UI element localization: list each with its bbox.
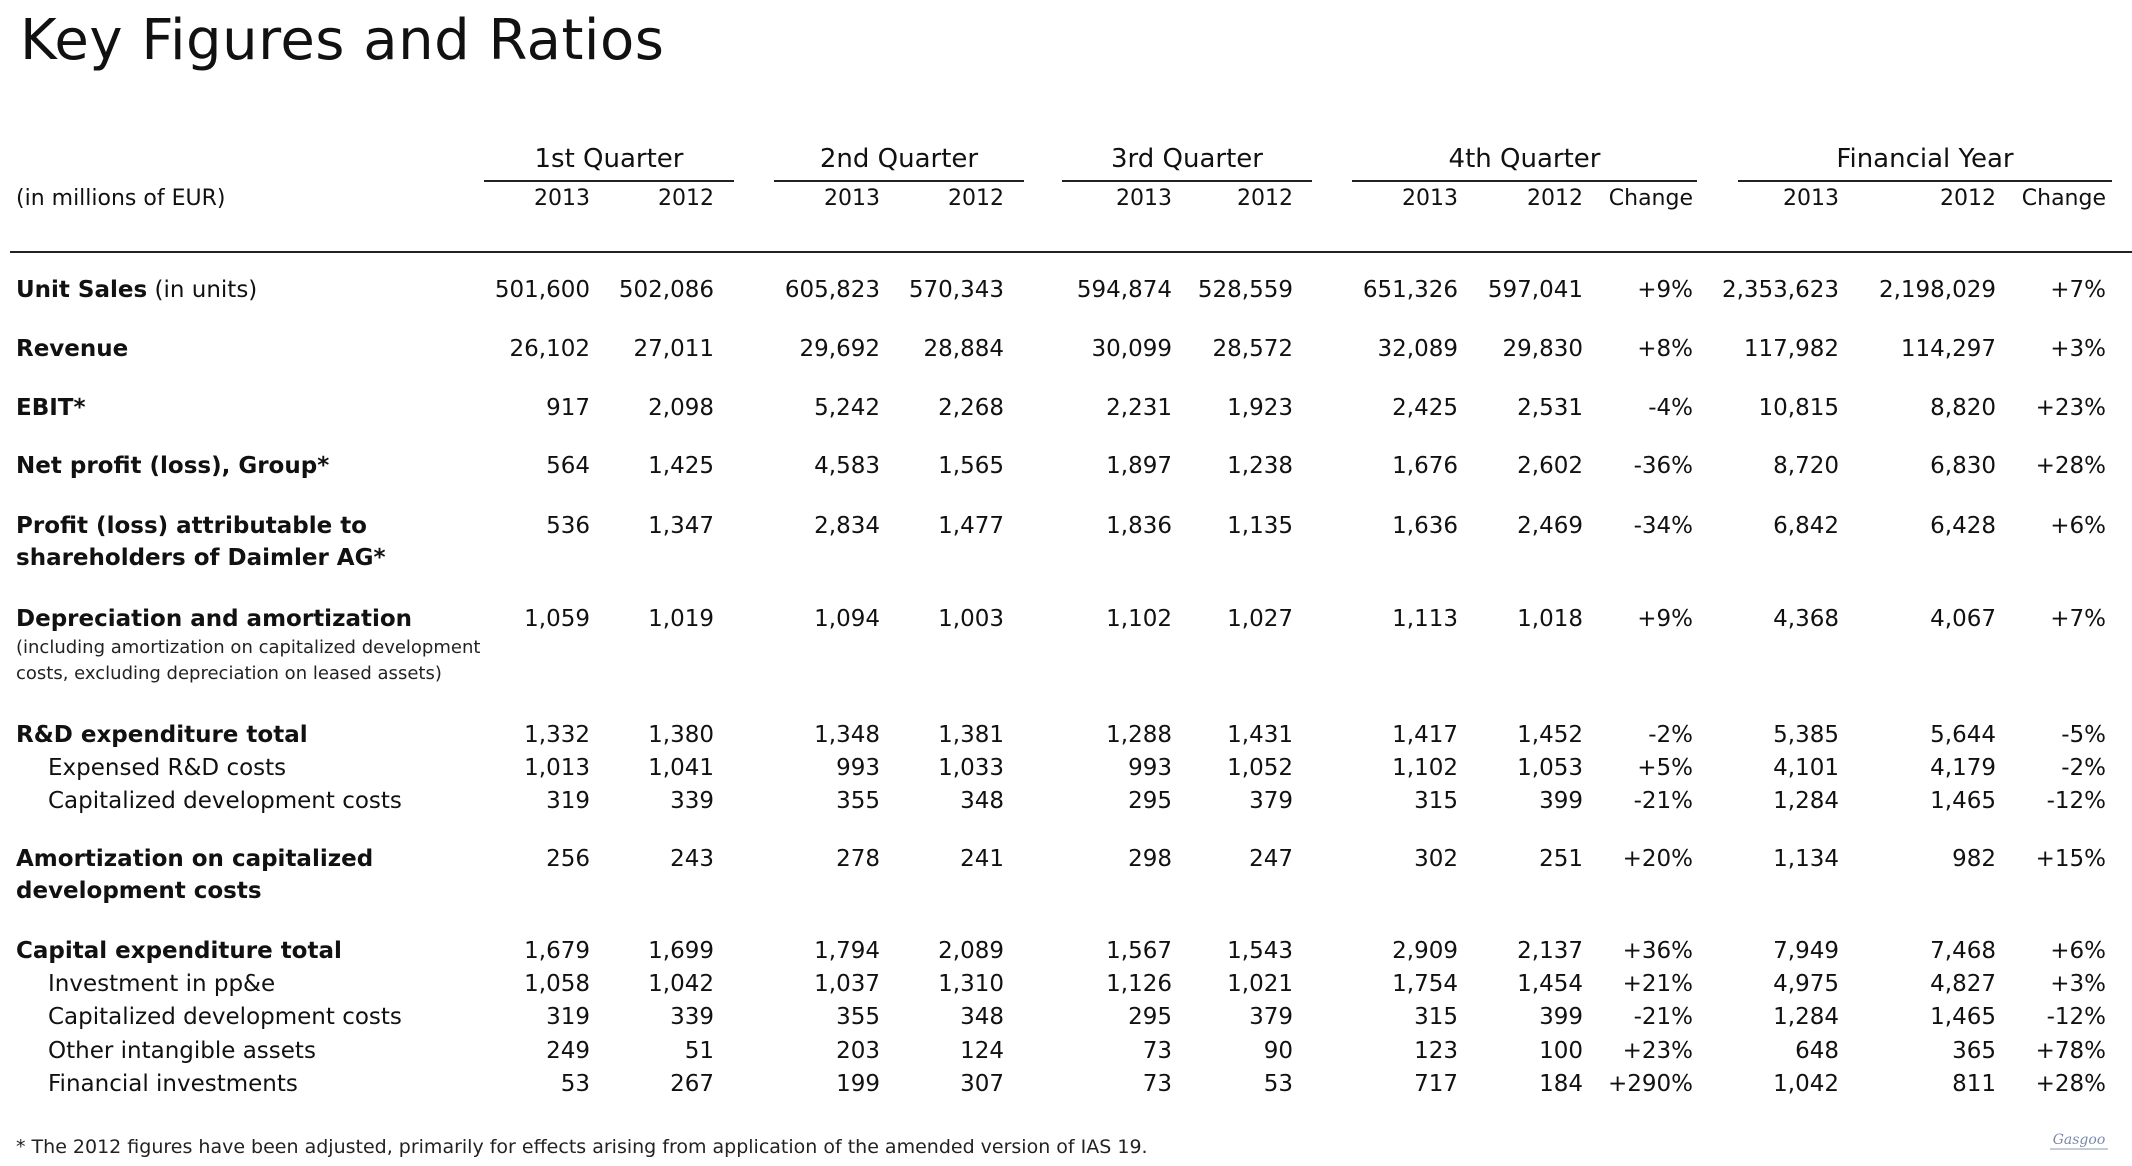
table-cell: 5,242	[814, 395, 880, 421]
table-cell: 1,454	[1517, 971, 1583, 997]
table-cell: -2%	[2061, 755, 2106, 781]
table-cell: 348	[960, 1004, 1004, 1030]
table-cell: +8%	[1637, 336, 1693, 362]
table-cell: +290%	[1607, 1071, 1693, 1097]
table-cell: 315	[1414, 788, 1458, 814]
table-cell: -21%	[1633, 1004, 1693, 1030]
table-cell: 1,565	[938, 453, 1004, 479]
table-cell: 7,468	[1930, 938, 1996, 964]
table-cell: 1,021	[1227, 971, 1293, 997]
table-cell: 2,089	[938, 938, 1004, 964]
table-cell: +5%	[1637, 755, 1693, 781]
table-cell: +7%	[2050, 606, 2106, 632]
table-cell: 1,126	[1106, 971, 1172, 997]
table-cell: +23%	[1622, 1038, 1693, 1064]
table-cell: -2%	[1648, 722, 1693, 748]
table-cell: 4,583	[814, 453, 880, 479]
table-cell: 1,042	[1773, 1071, 1839, 1097]
row-label: Investment in pp&e	[48, 971, 276, 997]
table-cell: 28,884	[923, 336, 1004, 362]
table-cell: 2,469	[1517, 513, 1583, 539]
table-cell: 10,815	[1758, 395, 1839, 421]
table-cell: 4,101	[1773, 755, 1839, 781]
row-label: Revenue	[16, 336, 129, 362]
table-cell: 651,326	[1362, 277, 1458, 303]
table-cell: 1,102	[1392, 755, 1458, 781]
table-cell: 399	[1539, 1004, 1583, 1030]
table-cell: 5,644	[1930, 722, 1996, 748]
table-cell: 28,572	[1212, 336, 1293, 362]
table-cell: 1,897	[1106, 453, 1172, 479]
table-cell: 1,567	[1106, 938, 1172, 964]
table-cell: 1,058	[524, 971, 590, 997]
row-label: EBIT*	[16, 395, 86, 421]
table-cell: 605,823	[784, 277, 880, 303]
table-cell: 570,343	[908, 277, 1004, 303]
year-column-header: 2012	[1940, 186, 1996, 211]
table-cell: 1,347	[648, 513, 714, 539]
table-cell: +3%	[2050, 336, 2106, 362]
table-cell: 2,425	[1392, 395, 1458, 421]
year-column-header: 2013	[534, 186, 590, 211]
table-cell: 302	[1414, 846, 1458, 872]
table-cell: 355	[836, 788, 880, 814]
table-cell: 1,431	[1227, 722, 1293, 748]
table-cell: 339	[670, 1004, 714, 1030]
table-cell: 594,874	[1076, 277, 1172, 303]
table-cell: 811	[1952, 1071, 1996, 1097]
table-cell: 1,094	[814, 606, 880, 632]
table-cell: 379	[1249, 1004, 1293, 1030]
footnote: * The 2012 figures have been adjusted, primarily for effects arising from application of the amended version of IAS 19.	[16, 1136, 1148, 1158]
page-title: Key Figures and Ratios	[20, 8, 665, 73]
table-cell: 51	[684, 1038, 714, 1064]
header-divider	[10, 251, 2132, 253]
table-cell: 307	[960, 1071, 1004, 1097]
table-cell: 26,102	[509, 336, 590, 362]
table-cell: 4,067	[1930, 606, 1996, 632]
table-cell: 379	[1249, 788, 1293, 814]
row-note: (including amortization on capitalized development costs, excluding depreciation on leased assets)	[16, 637, 481, 684]
table-cell: 1,134	[1773, 846, 1839, 872]
table-cell: 256	[546, 846, 590, 872]
table-cell: 1,543	[1227, 938, 1293, 964]
table-cell: +9%	[1637, 277, 1693, 303]
change-column-header: Change	[2021, 186, 2106, 211]
table-cell: 1,059	[524, 606, 590, 632]
year-column-header: 2012	[1527, 186, 1583, 211]
table-cell: 8,820	[1930, 395, 1996, 421]
table-cell: 1,037	[814, 971, 880, 997]
table-cell: +7%	[2050, 277, 2106, 303]
table-cell: 241	[960, 846, 1004, 872]
table-cell: 1,836	[1106, 513, 1172, 539]
table-cell: 249	[546, 1038, 590, 1064]
table-cell: +3%	[2050, 971, 2106, 997]
table-cell: 2,231	[1106, 395, 1172, 421]
table-cell: 184	[1539, 1071, 1583, 1097]
quarter-header: 1st Quarter	[484, 144, 734, 182]
table-cell: 399	[1539, 788, 1583, 814]
table-cell: 1,348	[814, 722, 880, 748]
table-cell: 1,425	[648, 453, 714, 479]
table-cell: 117,982	[1743, 336, 1839, 362]
table-cell: -4%	[1648, 395, 1693, 421]
row-label: Other intangible assets	[48, 1038, 316, 1064]
table-cell: 267	[670, 1071, 714, 1097]
table-cell: 1,676	[1392, 453, 1458, 479]
table-cell: 982	[1952, 846, 1996, 872]
table-cell: 1,477	[938, 513, 1004, 539]
table-cell: 1,102	[1106, 606, 1172, 632]
table-cell: 1,465	[1930, 1004, 1996, 1030]
table-cell: 1,284	[1773, 1004, 1839, 1030]
table-cell: 2,268	[938, 395, 1004, 421]
table-cell: 5,385	[1773, 722, 1839, 748]
table-cell: +15%	[2035, 846, 2106, 872]
table-cell: 339	[670, 788, 714, 814]
table-cell: 1,013	[524, 755, 590, 781]
table-cell: 8,720	[1773, 453, 1839, 479]
row-label: Capitalized development costs	[48, 788, 402, 814]
row-label: Expensed R&D costs	[48, 755, 287, 781]
table-cell: -12%	[2046, 788, 2106, 814]
row-label: Net profit (loss), Group*	[16, 453, 330, 479]
table-cell: 993	[836, 755, 880, 781]
table-cell: 1,794	[814, 938, 880, 964]
table-cell: 123	[1414, 1038, 1458, 1064]
table-cell: 32,089	[1377, 336, 1458, 362]
table-cell: 1,018	[1517, 606, 1583, 632]
table-cell: -5%	[2061, 722, 2106, 748]
quarter-header: 2nd Quarter	[774, 144, 1024, 182]
table-cell: 53	[1263, 1071, 1293, 1097]
table-cell: +36%	[1622, 938, 1693, 964]
table-cell: 4,975	[1773, 971, 1839, 997]
table-cell: 1,452	[1517, 722, 1583, 748]
table-cell: 502,086	[618, 277, 714, 303]
table-cell: 1,381	[938, 722, 1004, 748]
table-cell: 648	[1795, 1038, 1839, 1064]
table-cell: 1,284	[1773, 788, 1839, 814]
table-cell: 203	[836, 1038, 880, 1064]
table-cell: 295	[1128, 1004, 1172, 1030]
table-cell: 1,754	[1392, 971, 1458, 997]
table-cell: 73	[1142, 1071, 1172, 1097]
table-cell: 29,692	[799, 336, 880, 362]
year-column-header: 2013	[824, 186, 880, 211]
table-cell: 251	[1539, 846, 1583, 872]
table-cell: 2,353,623	[1721, 277, 1839, 303]
year-column-header: 2013	[1116, 186, 1172, 211]
table-cell: 298	[1128, 846, 1172, 872]
table-cell: 319	[546, 1004, 590, 1030]
table-cell: 1,042	[648, 971, 714, 997]
table-cell: 1,003	[938, 606, 1004, 632]
table-cell: 73	[1142, 1038, 1172, 1064]
table-cell: 355	[836, 1004, 880, 1030]
table-cell: 278	[836, 846, 880, 872]
table-cell: 53	[560, 1071, 590, 1097]
table-cell: 4,368	[1773, 606, 1839, 632]
row-label: Capital expenditure total	[16, 938, 342, 964]
table-cell: +21%	[1622, 971, 1693, 997]
table-cell: 1,019	[648, 606, 714, 632]
year-column-header: 2012	[1237, 186, 1293, 211]
table-cell: 528,559	[1197, 277, 1293, 303]
table-cell: 199	[836, 1071, 880, 1097]
table-cell: 27,011	[633, 336, 714, 362]
table-cell: 917	[546, 395, 590, 421]
table-cell: 90	[1263, 1038, 1293, 1064]
table-cell: +23%	[2035, 395, 2106, 421]
table-cell: 1,417	[1392, 722, 1458, 748]
quarter-header: 4th Quarter	[1352, 144, 1697, 182]
table-cell: 1,288	[1106, 722, 1172, 748]
table-cell: 7,949	[1773, 938, 1839, 964]
year-column-header: 2012	[948, 186, 1004, 211]
table-cell: +20%	[1622, 846, 1693, 872]
gasgoo-logo	[2044, 1128, 2114, 1158]
table-cell: 2,137	[1517, 938, 1583, 964]
table-cell: 6,842	[1773, 513, 1839, 539]
table-cell: 536	[546, 513, 590, 539]
table-cell: 6,830	[1930, 453, 1996, 479]
table-cell: 1,135	[1227, 513, 1293, 539]
table-cell: +6%	[2050, 938, 2106, 964]
quarter-header: 3rd Quarter	[1062, 144, 1312, 182]
table-cell: 348	[960, 788, 1004, 814]
table-cell: 2,098	[648, 395, 714, 421]
table-cell: 2,531	[1517, 395, 1583, 421]
table-cell: 501,600	[494, 277, 590, 303]
year-column-header: 2013	[1783, 186, 1839, 211]
table-cell: 1,041	[648, 755, 714, 781]
table-cell: 1,699	[648, 938, 714, 964]
row-label: Capitalized development costs	[48, 1004, 402, 1030]
table-cell: -34%	[1633, 513, 1693, 539]
table-cell: 564	[546, 453, 590, 479]
row-label: Unit Sales (in units)	[16, 277, 258, 303]
table-cell: 1,052	[1227, 755, 1293, 781]
table-cell: 993	[1128, 755, 1172, 781]
table-cell: +78%	[2035, 1038, 2106, 1064]
svg-text:Gasgoo: Gasgoo	[2052, 1132, 2106, 1148]
table-cell: +6%	[2050, 513, 2106, 539]
table-cell: 4,179	[1930, 755, 1996, 781]
table-cell: 1,053	[1517, 755, 1583, 781]
table-cell: +28%	[2035, 453, 2106, 479]
table-cell: 100	[1539, 1038, 1583, 1064]
table-cell: 30,099	[1091, 336, 1172, 362]
table-cell: 1,238	[1227, 453, 1293, 479]
table-cell: -36%	[1633, 453, 1693, 479]
table-cell: 247	[1249, 846, 1293, 872]
table-cell: 124	[960, 1038, 1004, 1064]
table-cell: 243	[670, 846, 714, 872]
table-cell: 2,834	[814, 513, 880, 539]
table-cell: 114,297	[1900, 336, 1996, 362]
table-cell: 1,113	[1392, 606, 1458, 632]
quarter-header: Financial Year	[1738, 144, 2112, 182]
table-cell: 2,602	[1517, 453, 1583, 479]
table-cell: 1,027	[1227, 606, 1293, 632]
table-cell: 1,310	[938, 971, 1004, 997]
table-cell: 319	[546, 788, 590, 814]
table-cell: 6,428	[1930, 513, 1996, 539]
row-label: R&D expenditure total	[16, 722, 308, 748]
table-cell: 1,380	[648, 722, 714, 748]
change-column-header: Change	[1608, 186, 1693, 211]
table-cell: 1,636	[1392, 513, 1458, 539]
table-cell: -12%	[2046, 1004, 2106, 1030]
table-cell: 365	[1952, 1038, 1996, 1064]
table-cell: -21%	[1633, 788, 1693, 814]
table-cell: 1,923	[1227, 395, 1293, 421]
table-cell: 29,830	[1502, 336, 1583, 362]
year-column-header: 2013	[1402, 186, 1458, 211]
table-cell: +9%	[1637, 606, 1693, 632]
row-label: Profit (loss) attributable to shareholders of Daimler AG*	[16, 513, 386, 571]
table-cell: 295	[1128, 788, 1172, 814]
table-cell: 4,827	[1930, 971, 1996, 997]
table-cell: 1,332	[524, 722, 590, 748]
year-column-header: 2012	[658, 186, 714, 211]
table-cell: +28%	[2035, 1071, 2106, 1097]
row-label: Depreciation and amortization	[16, 606, 413, 632]
table-cell: 1,679	[524, 938, 590, 964]
table-cell: 1,033	[938, 755, 1004, 781]
table-cell: 2,909	[1392, 938, 1458, 964]
units-label: (in millions of EUR)	[16, 186, 226, 211]
row-label: Amortization on capitalized development costs	[16, 846, 374, 904]
table-cell: 597,041	[1487, 277, 1583, 303]
row-label: Financial investments	[48, 1071, 298, 1097]
table-cell: 717	[1414, 1071, 1458, 1097]
table-cell: 315	[1414, 1004, 1458, 1030]
table-cell: 1,465	[1930, 788, 1996, 814]
table-cell: 2,198,029	[1878, 277, 1996, 303]
